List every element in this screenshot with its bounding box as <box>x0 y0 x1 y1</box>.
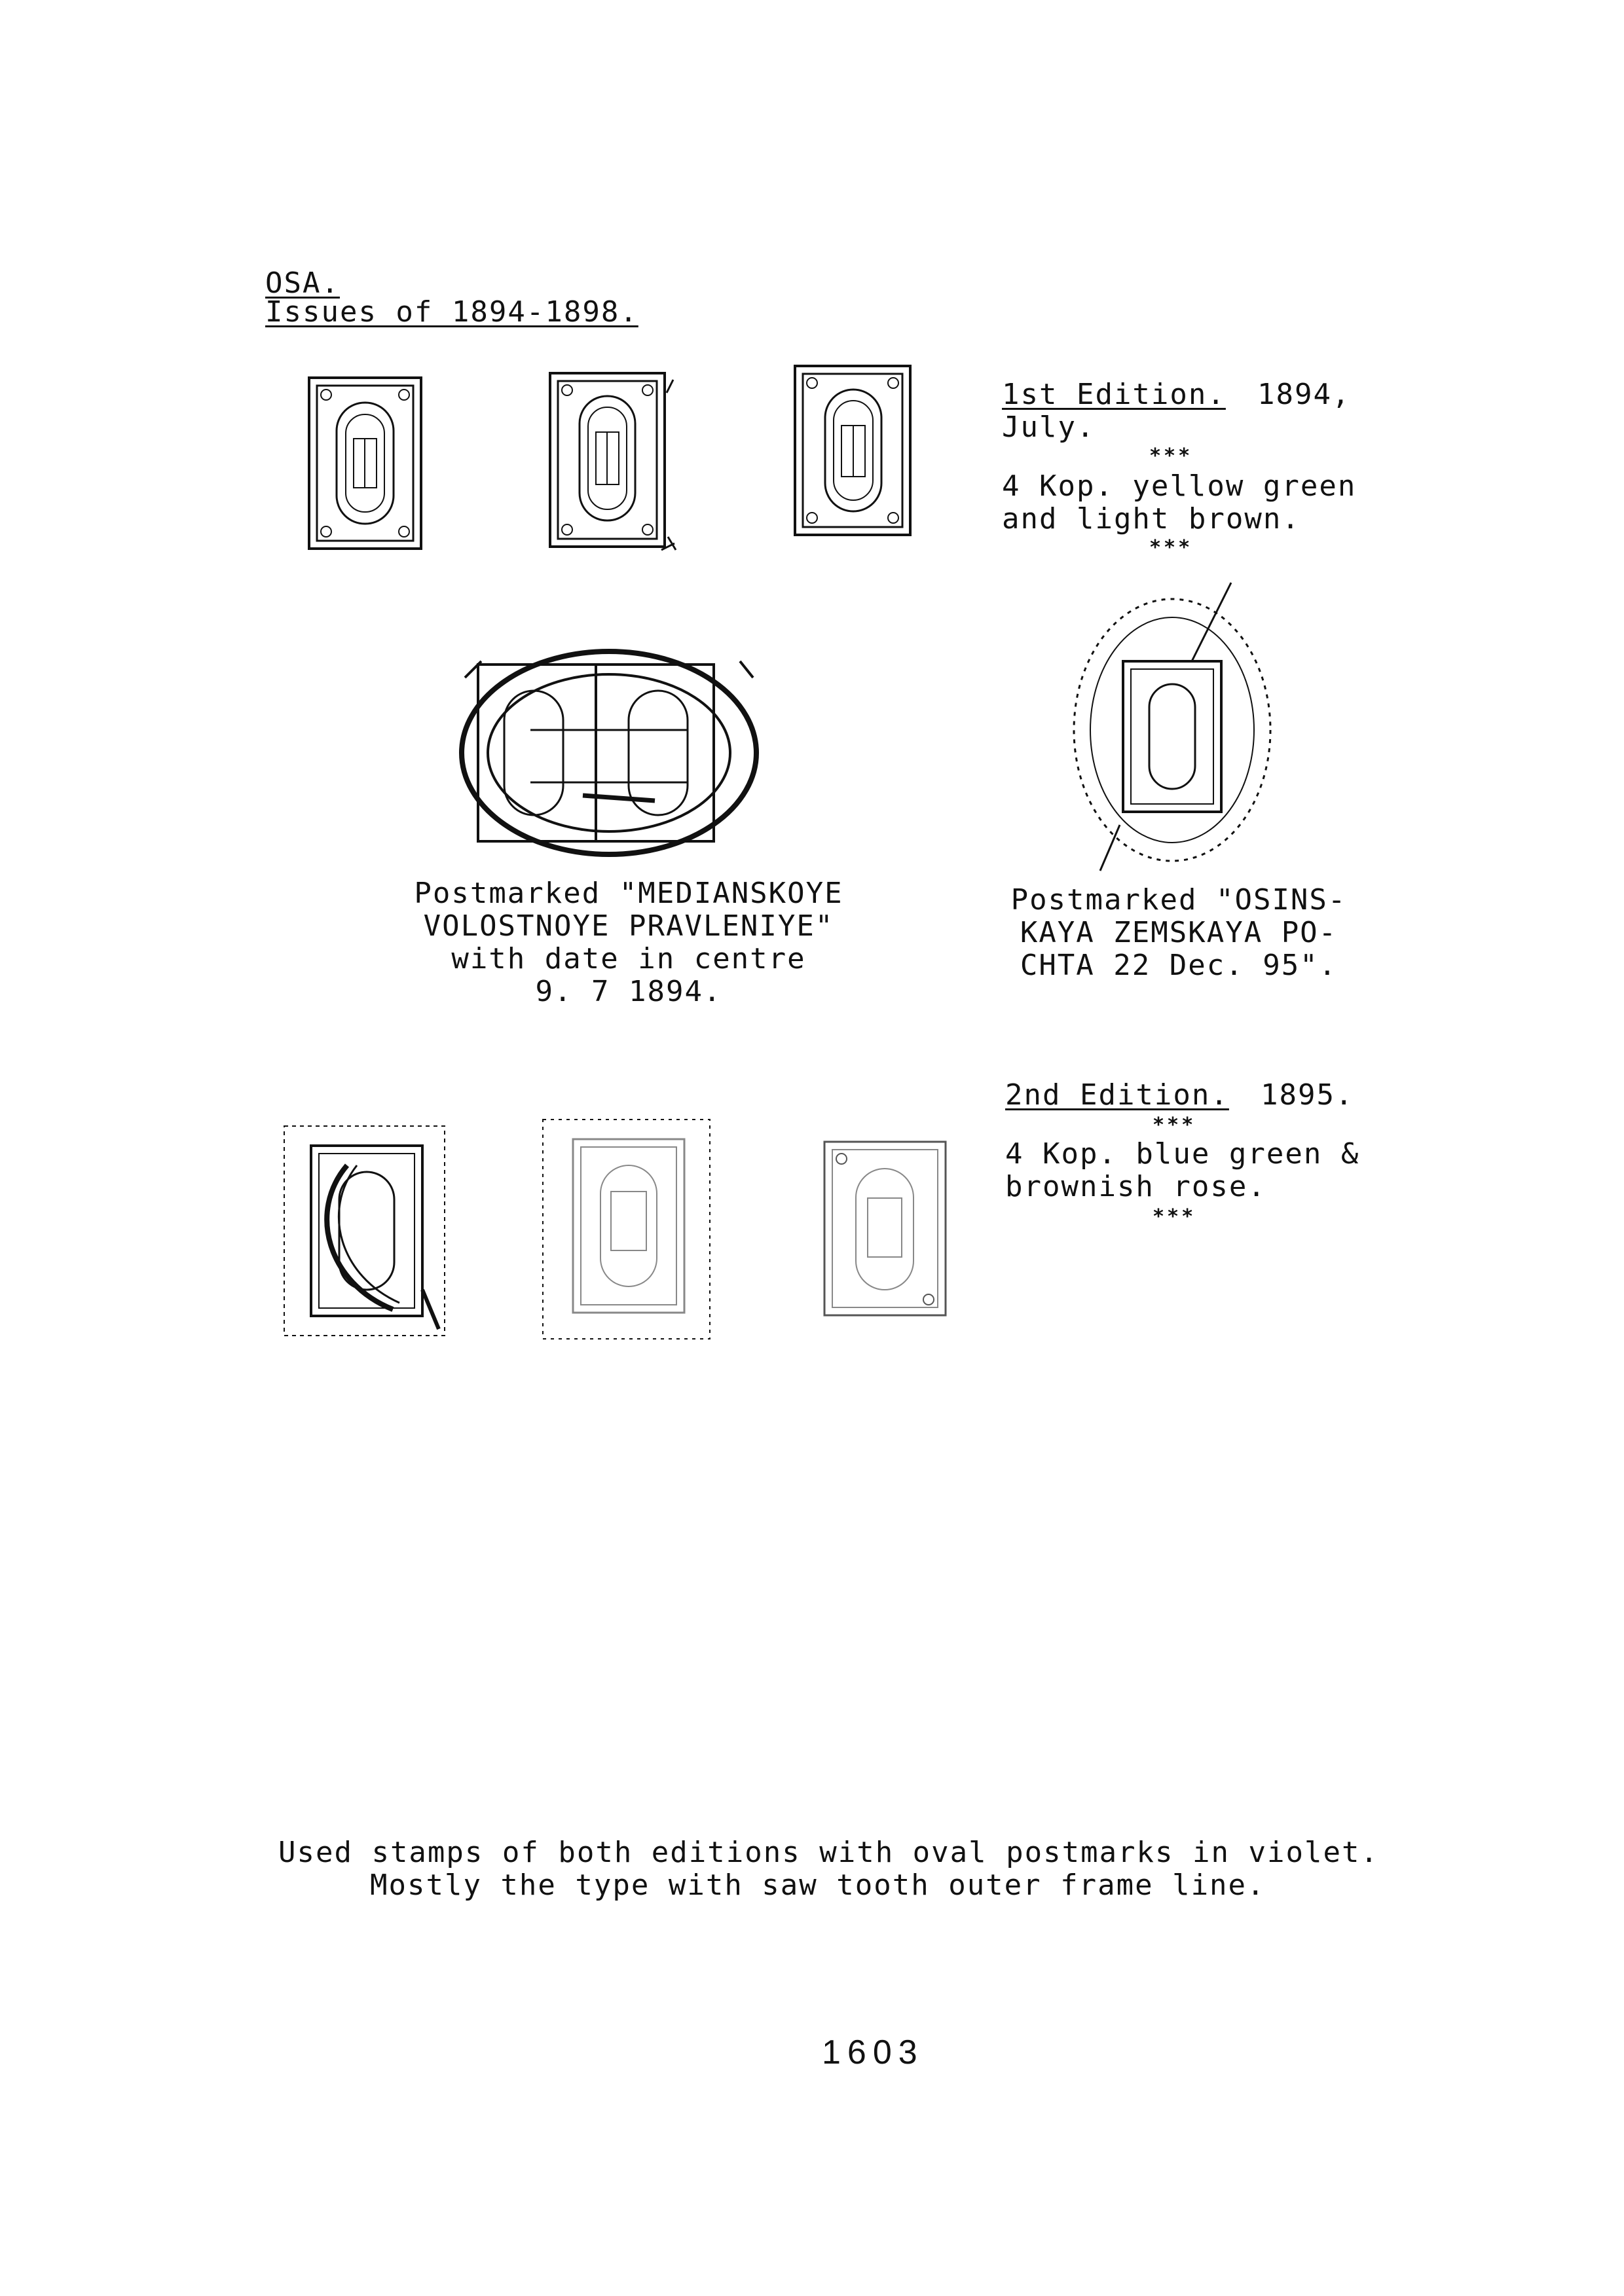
edition2-year: 1895. <box>1261 1078 1354 1112</box>
page-number: 1603 <box>822 2033 924 2071</box>
edition2-desc-line1: 4 Kop. blue green & <box>1005 1137 1360 1171</box>
postmark-left-line3: with date in centre <box>451 942 806 975</box>
edition1-label: 1st Edition. <box>1002 378 1226 411</box>
stamp-edition1-c <box>792 363 917 540</box>
postmark-right-line3: CHTA 22 Dec. 95". <box>1020 949 1338 982</box>
edition2-stars-top: *** <box>1153 1114 1196 1137</box>
page-title: OSA. <box>265 266 340 300</box>
stamp-pair-postmarked <box>452 638 766 871</box>
postmark-right-line2: KAYA ZEMSKAYA PO- <box>1020 916 1338 949</box>
stamp-edition2-b <box>540 1113 714 1345</box>
edition1-month: July. <box>1002 410 1096 444</box>
stamp-edition2-c <box>822 1139 953 1319</box>
postmark-left-line4: 9. 7 1894. <box>535 975 722 1008</box>
stamp-edition1-a <box>308 376 422 550</box>
edition1-desc-line2: and light brown. <box>1002 502 1301 536</box>
footer-note-line2: Mostly the type with saw tooth outer frame line. <box>370 1868 1266 1902</box>
edition1-year: 1894, <box>1257 378 1351 411</box>
edition2-stars-bottom: *** <box>1153 1205 1196 1228</box>
edition1-stars-bottom: *** <box>1149 536 1193 559</box>
footer-note-line1: Used stamps of both editions with oval postmarks in violet. <box>278 1836 1379 1869</box>
postmark-left-line1: Postmarked "MEDIANSKOYE <box>414 877 843 910</box>
stamp-single-postmarked <box>1061 576 1283 877</box>
postmark-right-line1: Postmarked "OSINS- <box>1010 883 1347 917</box>
edition2-label: 2nd Edition. <box>1005 1078 1229 1112</box>
edition1-stars-top: *** <box>1149 445 1193 467</box>
edition1-desc-line1: 4 Kop. yellow green <box>1002 469 1357 503</box>
page-subtitle: Issues of 1894-1898. <box>265 295 638 329</box>
stamp-edition2-a <box>282 1113 449 1339</box>
postmark-left-line2: VOLOSTNOYE PRAVLENIYE" <box>423 909 834 943</box>
edition2-desc-line2: brownish rose. <box>1005 1170 1266 1203</box>
stamp-edition1-b <box>544 367 678 556</box>
